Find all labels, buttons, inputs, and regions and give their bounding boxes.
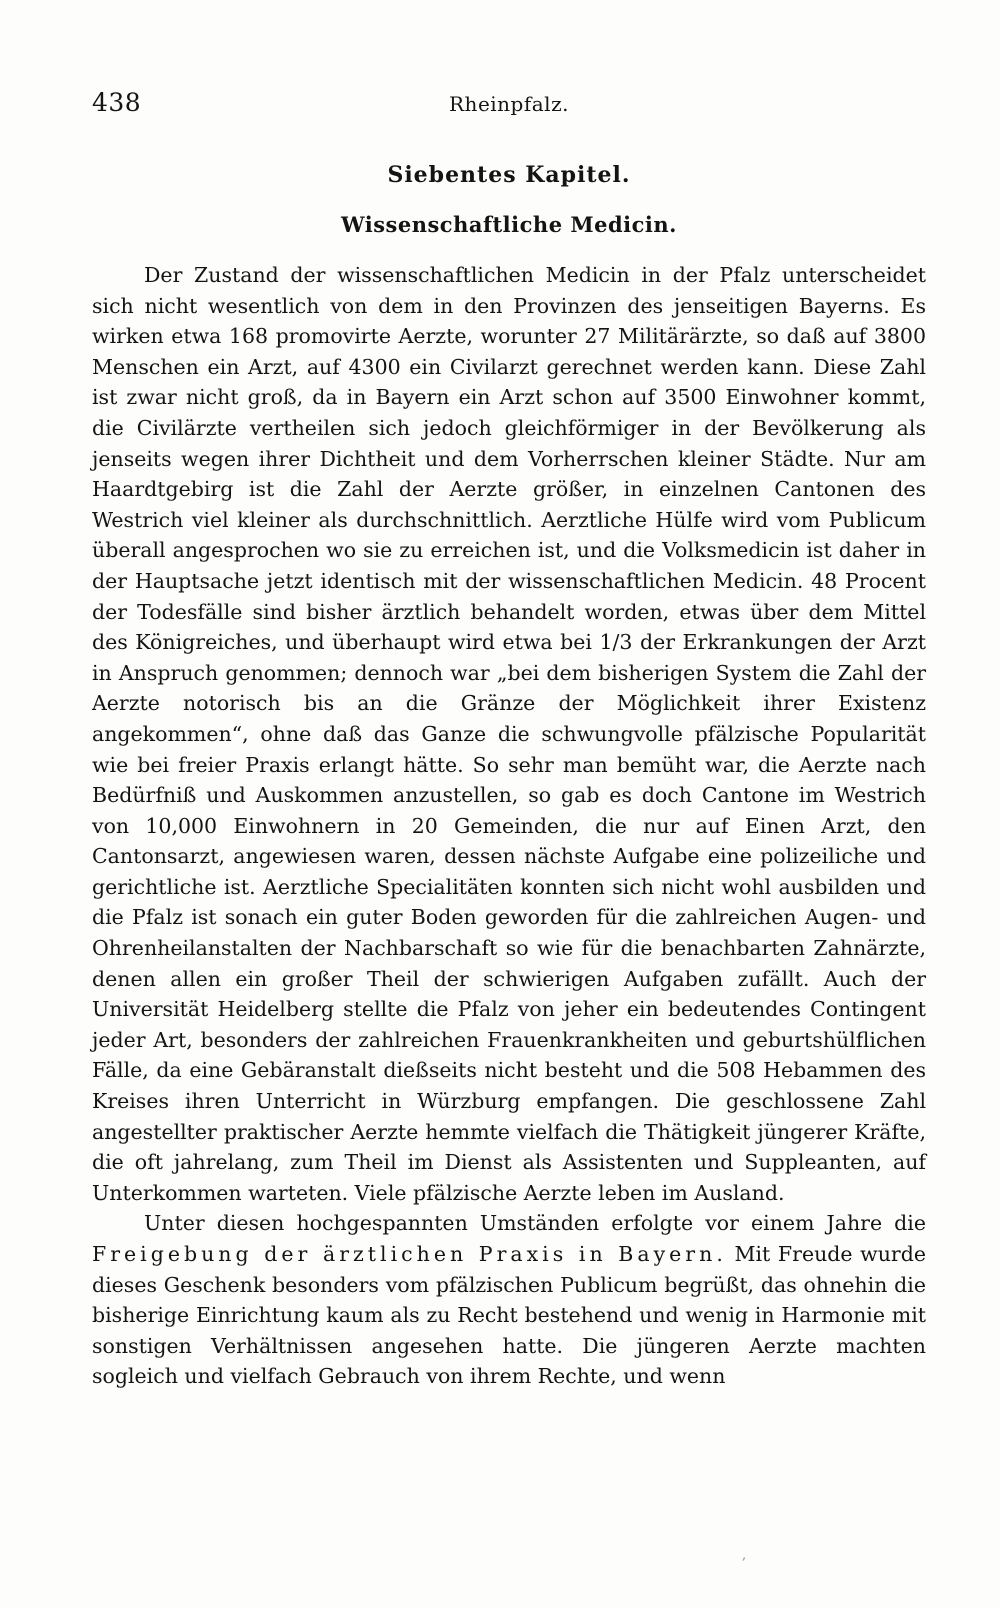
paragraph: Der Zustand der wissenschaftlichen Medicin in der Pfalz unterscheidet sich nicht wesentlich von dem in den Provinzen des jenseitigen Bayerns. Es wirken etwa 168 promovirte Aerzte, worunter 27 Militärärzte, so daß auf 3800 Menschen ein Arzt, auf 4300 ein Civilarzt gerechnet werden kann. Diese Zahl ist zwar nicht groß, da in Bayern ein Arzt schon auf 3500 Einwohner kommt, die Civilärzte vertheilen sich jedoch gleichförmiger in der Bevölkerung als jenseits wegen ihrer Dichtheit und dem Vorherrschen kleiner Städte. Nur am Haardtgebirg ist die Zahl der Aerzte größer, in einzelnen Cantonen des Westrich viel kleiner als durchschnittlich. Aerztliche Hülfe wird vom Publicum überall angesprochen wo sie zu erreichen ist, und die Volksmedicin ist daher in der Hauptsache jetzt identisch mit der wissenschaftlichen Medicin. 48 Procent der Todesfälle sind bisher ärztlich behandelt worden, etwas über dem Mittel des Königreiches, und überhaupt wird etwa bei 1/3 der Erkrankungen der Arzt in Anspruch genommen; dennoch war „bei dem bisherigen System die Zahl der Aerzte notorisch bis an die Gränze der Möglichkeit ihrer Existenz angekommen“, ohne daß das Ganze die schwungvolle pfälzische Popularität wie bei freier Praxis erlangt hätte. So sehr man bemüht war, die Aerzte nach Bedürfniß und Auskommen anzustellen, so gab es doch Cantone im Westrich von 10,000 Einwohnern in 20 Gemeinden, die nur auf Einen Arzt, den Cantonsarzt, angewiesen waren, dessen nächste Aufgabe eine polizeiliche und gerichtliche ist. Aerztliche Specialitäten konnten sich nicht wohl ausbilden und die Pfalz ist sonach ein guter Boden geworden für die zahlreichen Augen- und Ohrenheilanstalten der Nachbarschaft so wie für die benachbarten Zahnärzte, denen allen ein großer Theil der schwierigen Aufgaben zufällt. Auch der Universität Heidelberg stellte die Pfalz von jeher ein bedeutendes Contingent jeder Art, besonders der zahlreichen Frauenkrankheiten und geburtshülflichen Fälle, da eine Gebäranstalt dießseits nicht besteht und die 508 Hebammen des Kreises ihren Unterricht in Würzburg empfangen. Die geschlossene Zahl angestellter praktischer Aerzte hemmte vielfach die Thätigkeit jüngerer Kräfte, die oft jahrelang, zum Theil im Dienst als Assistenten und Suppleanten, auf Unterkommen warteten. Viele pfälzische Aerzte leben im Ausland. (92, 263, 926, 1205)
print-mark: , (742, 1548, 747, 1563)
paragraph (92, 1208, 926, 1392)
paragraph-text: Unter diesen hochgespannten Umständen erfolgte vor einem Jahre die (144, 1211, 926, 1236)
body-text (92, 260, 926, 1392)
running-head (92, 88, 926, 124)
page-number: 438 (92, 88, 142, 117)
running-title: Rheinpfalz. (449, 92, 569, 116)
section-heading: Wissenschaftliche Medicin. (341, 212, 677, 237)
paragraph-text: Mit Freude wurde dieses Geschenk besonders vom pfälzischen Publicum begrüßt, das ohnehin die bisherige Einrichtung kaum als zu Recht bestehend und wenig in Harmonie mit sonstigen Verhältnissen angesehen hatte. Die jüngeren Aerzte machten sogleich und vielfach Gebrauch von ihrem Rechte, und wenn (92, 1242, 926, 1389)
chapter-heading: Siebentes Kapitel. (387, 162, 631, 188)
emphasized-phrase: Freigebung der ärztlichen Praxis in Bayern. (92, 1242, 727, 1266)
